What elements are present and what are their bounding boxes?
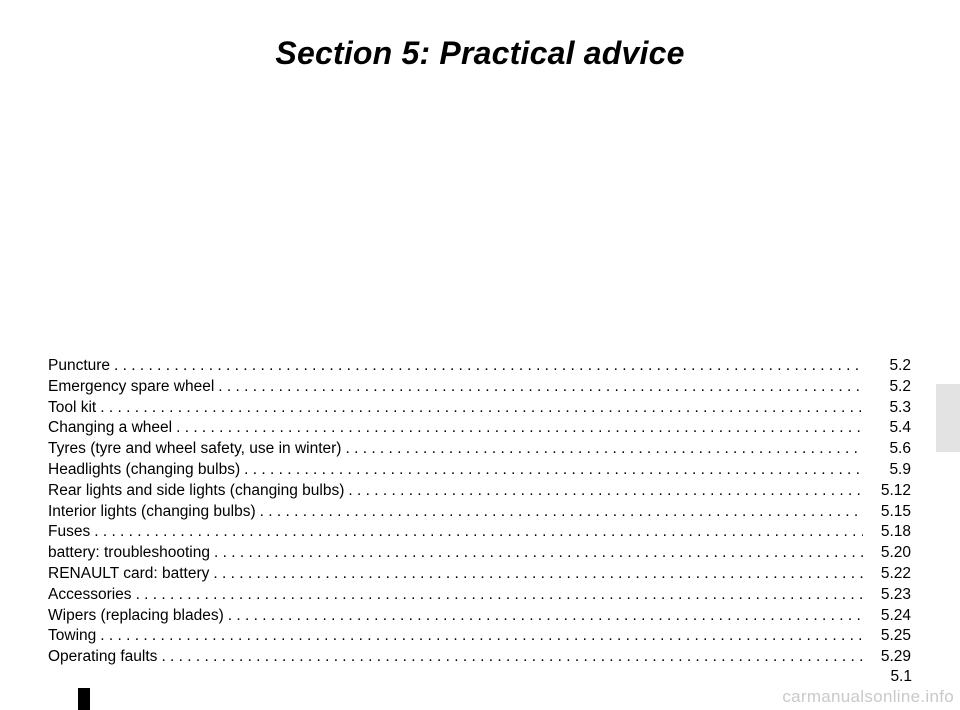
toc-entry-rear-lights[interactable] bbox=[48, 481, 911, 502]
toc-entry-label: RENAULT card: battery bbox=[48, 564, 210, 582]
watermark: carmanualsonline.info bbox=[782, 687, 954, 706]
toc-leader-dots bbox=[100, 398, 863, 419]
toc-leader-dots bbox=[114, 356, 863, 377]
toc-entry-page: 5.6 bbox=[889, 440, 911, 458]
toc-leader-dots bbox=[176, 418, 863, 439]
toc-entry-label: Emergency spare wheel bbox=[48, 377, 215, 395]
toc-entry-page: 5.2 bbox=[889, 357, 911, 374]
toc-entry-fuses[interactable] bbox=[48, 522, 911, 543]
page-number: 5.1 bbox=[890, 668, 912, 685]
toc-entry-accessories[interactable] bbox=[48, 585, 911, 606]
toc-leader-dots bbox=[214, 543, 863, 564]
toc-entry-label: Fuses bbox=[48, 523, 91, 541]
toc-entry-label: battery: troubleshooting bbox=[48, 544, 210, 562]
toc-leader-dots bbox=[100, 626, 863, 647]
toc-entry-label: Tyres (tyre and wheel safety, use in winter) bbox=[48, 440, 342, 458]
toc-leader-dots bbox=[136, 585, 863, 606]
toc-leader-dots bbox=[161, 647, 863, 668]
toc-entry-page: 5.2 bbox=[889, 377, 911, 395]
toc-entry-towing[interactable] bbox=[48, 626, 911, 647]
toc-entry-label: Puncture bbox=[48, 357, 111, 374]
toc-entry-puncture[interactable] bbox=[48, 356, 911, 377]
toc-leader-dots bbox=[244, 460, 863, 481]
toc-entry-renault-card-battery[interactable] bbox=[48, 564, 911, 585]
toc-entry-page: 5.25 bbox=[880, 627, 911, 645]
toc-entry-page: 5.20 bbox=[880, 544, 911, 562]
toc-entry-page: 5.15 bbox=[880, 502, 911, 520]
toc-entry-label: Wipers (replacing blades) bbox=[48, 606, 224, 624]
toc-entry-label: Headlights (changing bulbs) bbox=[48, 460, 241, 478]
toc-entry-changing-a-wheel[interactable] bbox=[48, 418, 911, 439]
print-registration-mark bbox=[78, 688, 90, 710]
toc-entry-emergency-spare-wheel[interactable] bbox=[48, 377, 911, 398]
toc-entry-label: Rear lights and side lights (changing bulbs) bbox=[48, 481, 345, 499]
toc-entry-label: Tool kit bbox=[48, 398, 97, 416]
toc-leader-dots bbox=[94, 522, 863, 543]
toc-entry-page: 5.22 bbox=[880, 564, 911, 582]
toc-entry-page: 5.18 bbox=[880, 523, 911, 541]
toc-entry-label: Towing bbox=[48, 627, 97, 645]
section-thumb-tab bbox=[936, 384, 960, 452]
toc-leader-dots bbox=[218, 377, 863, 398]
table-of-contents bbox=[48, 356, 911, 668]
toc-entry-page: 5.12 bbox=[880, 481, 911, 499]
toc-entry-interior-lights[interactable] bbox=[48, 502, 911, 523]
toc-entry-label: Accessories bbox=[48, 585, 132, 603]
toc-entry-page: 5.23 bbox=[880, 585, 911, 603]
toc-entry-page: 5.3 bbox=[889, 398, 911, 416]
toc-entry-page: 5.9 bbox=[889, 460, 911, 478]
toc-entry-page: 5.24 bbox=[880, 606, 911, 624]
toc-entry-headlights[interactable] bbox=[48, 460, 911, 481]
toc-entry-label: Interior lights (changing bulbs) bbox=[48, 502, 256, 520]
toc-leader-dots bbox=[348, 481, 863, 502]
section-title: Section 5: Practical advice bbox=[275, 35, 685, 72]
toc-entry-battery-troubleshooting[interactable] bbox=[48, 543, 911, 564]
toc-leader-dots bbox=[345, 439, 863, 460]
toc-entry-wipers[interactable] bbox=[48, 606, 911, 627]
toc-entry-page: 5.4 bbox=[889, 419, 911, 437]
toc-entry-tyres[interactable] bbox=[48, 439, 911, 460]
toc-entry-label: Operating faults bbox=[48, 648, 158, 666]
toc-leader-dots bbox=[213, 564, 863, 585]
toc-entry-page: 5.29 bbox=[880, 648, 911, 666]
toc-leader-dots bbox=[260, 502, 863, 523]
toc-leader-dots bbox=[228, 606, 863, 627]
toc-entry-label: Changing a wheel bbox=[48, 419, 173, 437]
toc-entry-tool-kit[interactable] bbox=[48, 398, 911, 419]
toc-entry-operating-faults[interactable] bbox=[48, 647, 911, 668]
